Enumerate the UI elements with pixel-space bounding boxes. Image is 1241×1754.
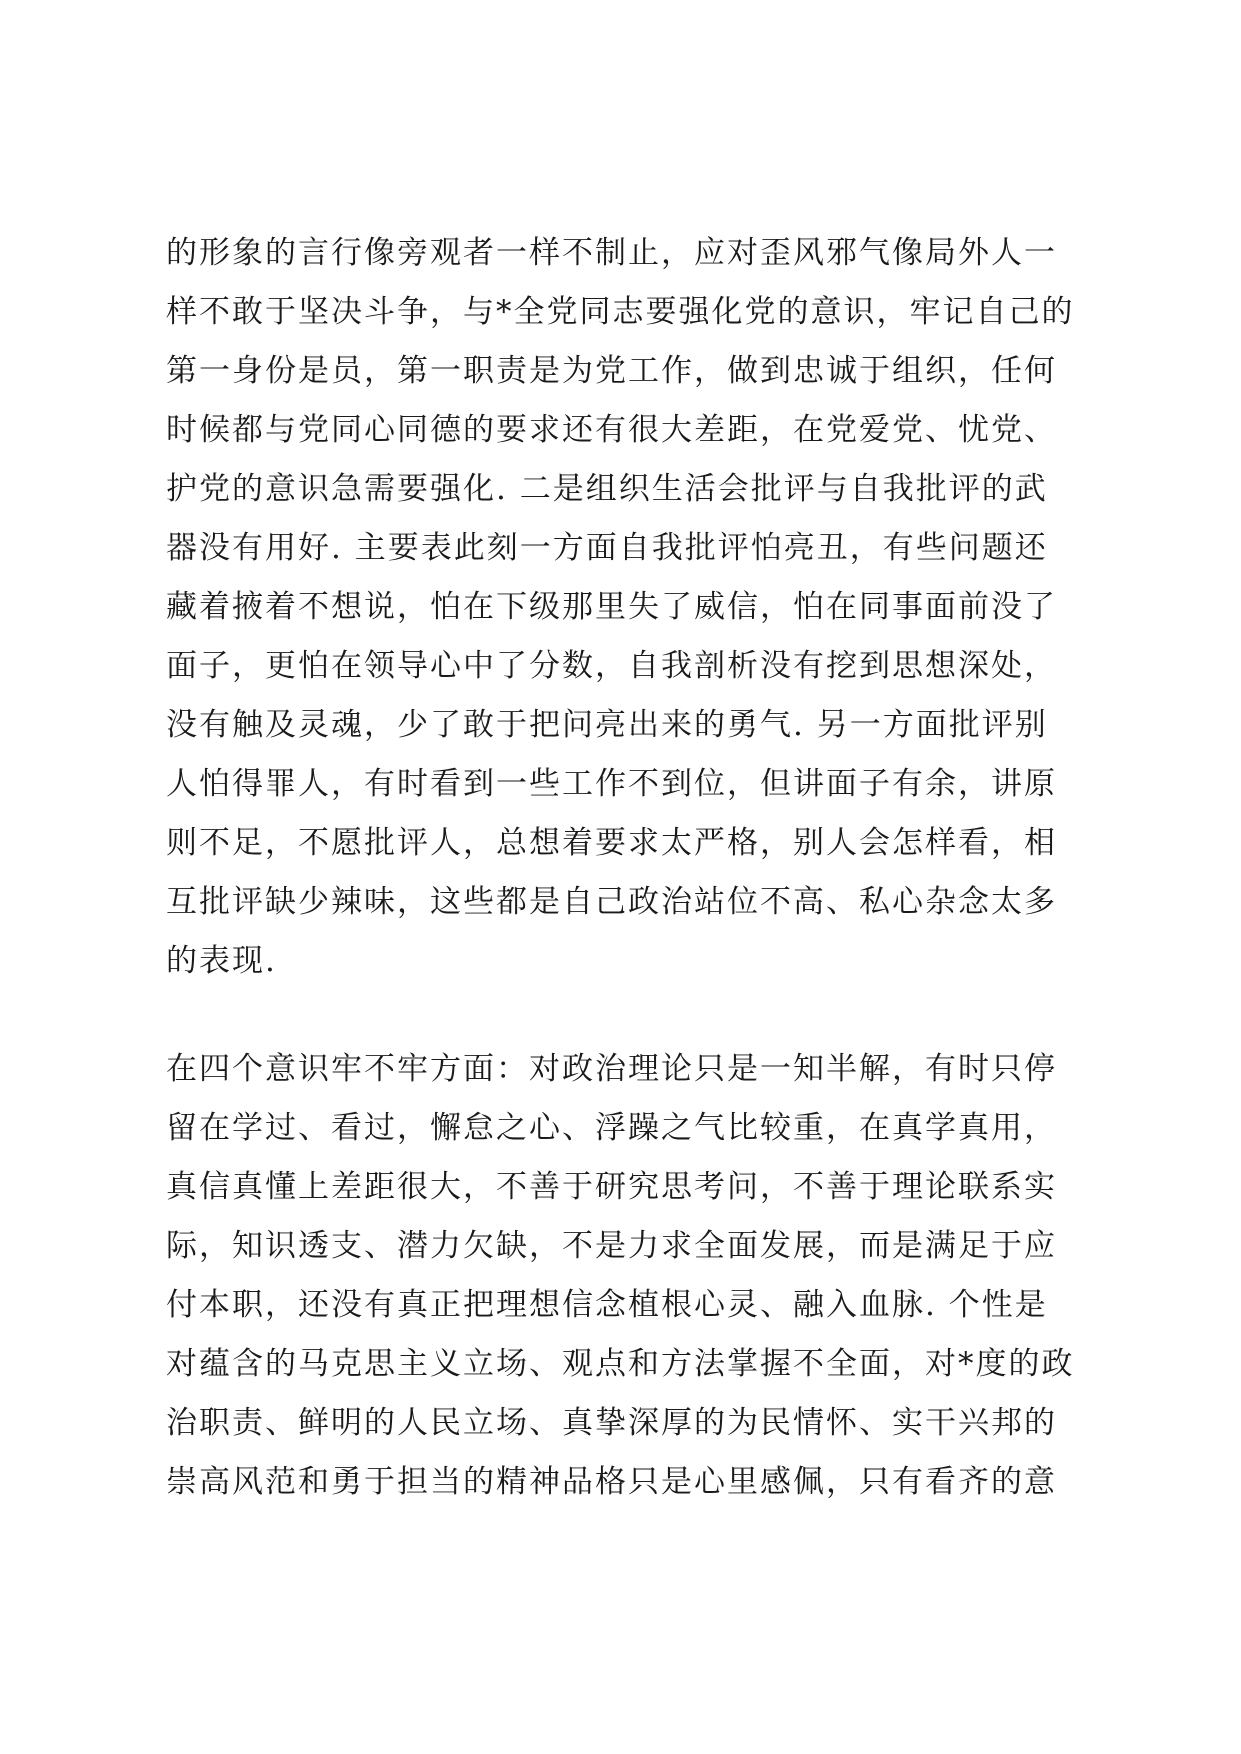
text-line: 互批评缺少辣味，这些都是自己政治站位不高、私心杂念太多	[166, 884, 1057, 920]
text-line: 护党的意识急需要强化. 二是组织生活会批评与自我批评的武	[166, 471, 1048, 507]
text-line: 样不敢于坚决斗争，与*全党同志要强化党的意识，牢记自己的	[166, 294, 1075, 330]
paragraph-2	[166, 1040, 1086, 1512]
text-line: 面子，更怕在领导心中了分数，自我剖析没有挖到思想深处，	[166, 648, 1057, 684]
text-line: 真信真懂上差距很大，不善于研究思考问，不善于理论联系实	[166, 1169, 1057, 1205]
text-line: 没有触及灵魂，少了敢于把问亮出来的勇气. 另一方面批评别	[166, 707, 1048, 743]
text-line: 对蕴含的马克思主义立场、观点和方法掌握不全面，对*度的政	[166, 1346, 1075, 1382]
text-line: 治职责、鲜明的人民立场、真挚深厚的为民情怀、实干兴邦的	[166, 1405, 1057, 1441]
text-line: 的形象的言行像旁观者一样不制止，应对歪风邪气像局外人一	[166, 235, 1057, 271]
text-line: 第一身份是员，第一职责是为党工作，做到忠诚于组织，任何	[166, 353, 1057, 389]
text-line: 则不足，不愿批评人，总想着要求太严格，别人会怎样看，相	[166, 825, 1057, 861]
text-line: 藏着掖着不想说，怕在下级那里失了威信，怕在同事面前没了	[166, 589, 1057, 625]
text-line: 人怕得罪人，有时看到一些工作不到位，但讲面子有余，讲原	[166, 766, 1057, 802]
text-line: 时候都与党同心同德的要求还有很大差距，在党爱党、忧党、	[166, 412, 1057, 448]
text-line: 际，知识透支、潜力欠缺，不是力求全面发展，而是满足于应	[166, 1228, 1057, 1264]
text-line: 在四个意识牢不牢方面：对政治理论只是一知半解，有时只停	[166, 1051, 1057, 1087]
text-line: 留在学过、看过，懈怠之心、浮躁之气比较重，在真学真用，	[166, 1110, 1057, 1146]
text-line: 器没有用好. 主要表此刻一方面自我批评怕亮丑，有些问题还	[166, 530, 1048, 566]
paragraph-1	[166, 224, 1086, 991]
text-line: 的表现.	[166, 943, 277, 979]
text-line: 崇高风范和勇于担当的精神品格只是心里感佩，只有看齐的意	[166, 1464, 1057, 1500]
text-line: 付本职，还没有真正把理想信念植根心灵、融入血脉. 个性是	[166, 1287, 1048, 1323]
